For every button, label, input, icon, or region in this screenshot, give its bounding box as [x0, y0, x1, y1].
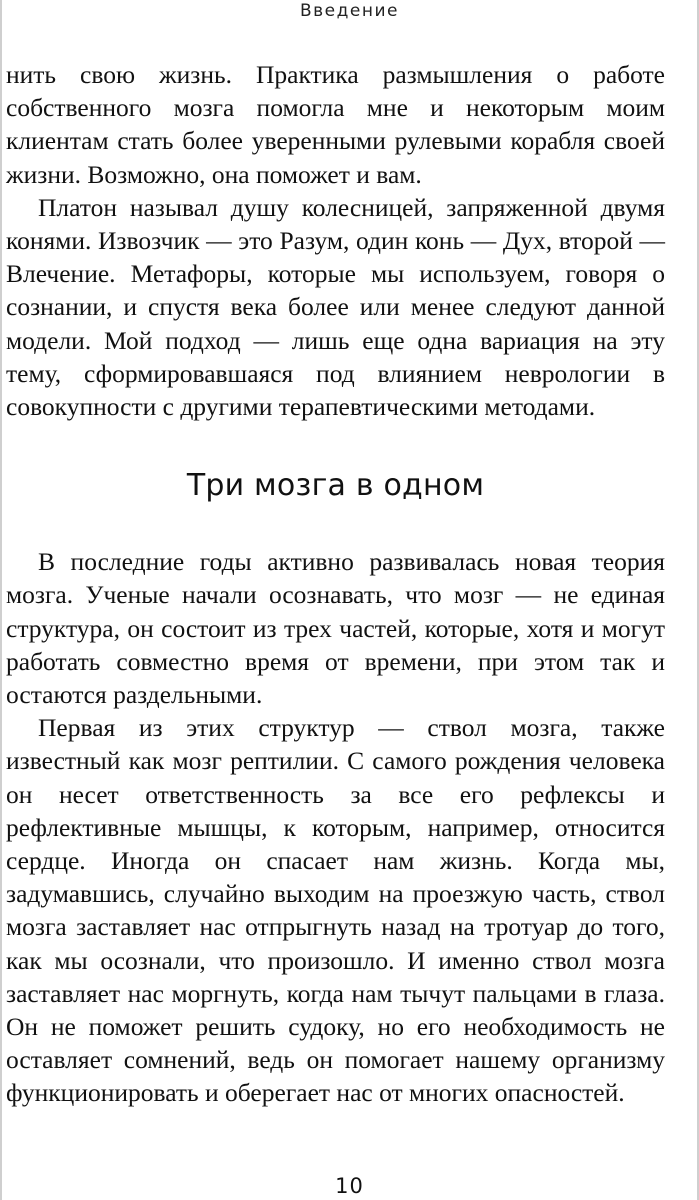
page-body [6, 58, 665, 1110]
page-edge-left [0, 0, 2, 1200]
section-heading: Три мозга в одном [186, 468, 485, 504]
page-number: 10 [335, 1174, 364, 1198]
running-head: Введение [300, 1, 399, 21]
body-paragraph: Платон называл душу колесницей, запряженной двумя конями. Извозчик — это Разум, один конь — Дух, второй — Влечение. Метафоры, которые мы используем, говоря о сознании, и спустя века более или менее следуют данной модели. Мой подход — лишь еще одна вариация на эту тему, сформировавшаяся под влиянием неврологии в совокупности с другими терапевтическими методами. [6, 192, 665, 422]
body-paragraph: нить свою жизнь. Практика размышления о работе собственного мозга помогла мне и некоторым моим клиентам стать более уверенными рулевыми корабля своей жизни. Возможно, она поможет и вам. [6, 60, 665, 189]
body-paragraph: Первая из этих структур — ствол мозга, также известный как мозг рептилии. С самого рождения человека он несет ответственность за все его рефлексы и рефлективные мышцы, к которым, например, относится сердце. Иногда он спасает нам жизнь. Когда мы, задумавшись, случайно выходим на проезжую часть, ствол мозга заставляет нас отпрыгнуть назад на тротуар до того, как мы осознали, что произошло. И именно ствол мозга заставляет нас моргнуть, когда нам тычут пальцами в глаза. Он не поможет решить судоку, но его необходимость не оставляет сомнений, ведь он помогает нашему организму функционировать и оберегает нас от многих опасностей. [6, 713, 665, 1108]
body-paragraph: В последние годы активно развивалась новая теория мозга. Ученые начали осознавать, что мозг — не единая структура, он состоит из трех частей, которые, хотя и могут работать совместно время от времени, при этом так и остаются раздельными. [6, 547, 665, 710]
